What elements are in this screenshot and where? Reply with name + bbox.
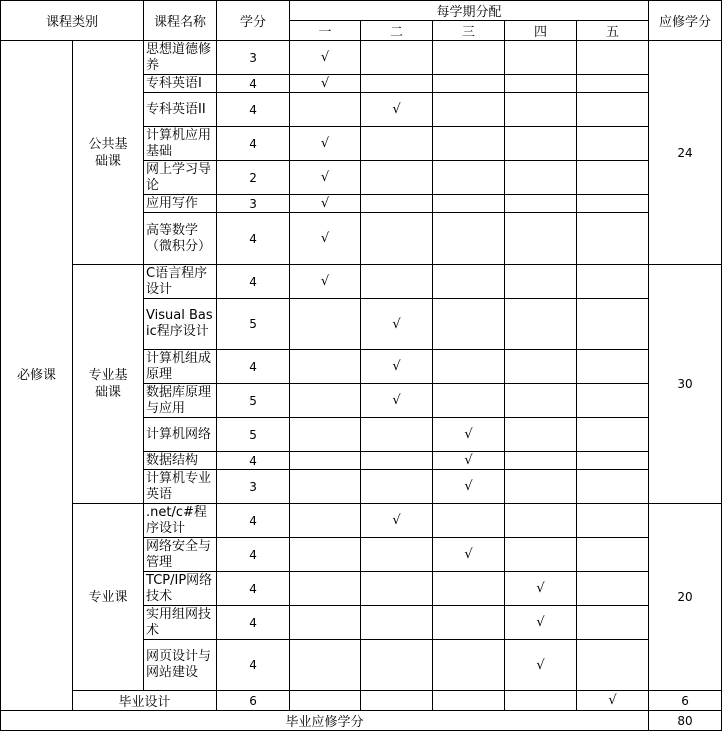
course-credits-cell: 4 — [217, 93, 290, 127]
semester-cell — [577, 470, 649, 504]
check-mark: √ — [361, 504, 433, 538]
course-credits-cell: 4 — [217, 606, 290, 640]
semester-cell — [505, 470, 577, 504]
semester-cell — [361, 127, 433, 161]
semester-cell — [505, 384, 577, 418]
header-semester-2: 二 — [361, 21, 433, 41]
semester-cell — [577, 538, 649, 572]
check-mark: √ — [290, 75, 361, 93]
check-mark: √ — [361, 384, 433, 418]
semester-cell — [505, 127, 577, 161]
header-row — [1, 1, 722, 21]
header-semester-4: 四 — [505, 21, 577, 41]
semester-cell — [433, 640, 505, 691]
course-credits-cell: 4 — [217, 452, 290, 470]
header-course-name: 课程名称 — [144, 1, 217, 41]
course-name-cell: TCP/IP网络技术 — [144, 572, 217, 606]
semester-cell — [290, 640, 361, 691]
semester-cell — [577, 213, 649, 265]
header-semester-1: 一 — [290, 21, 361, 41]
check-mark: √ — [433, 418, 505, 452]
semester-cell — [361, 213, 433, 265]
semester-cell — [577, 384, 649, 418]
semester-cell — [433, 213, 505, 265]
semester-cell — [577, 572, 649, 606]
semester-cell — [433, 299, 505, 350]
course-credits-cell: 4 — [217, 75, 290, 93]
semester-cell — [433, 572, 505, 606]
semester-cell — [505, 195, 577, 213]
course-name-cell: Visual Basic程序设计 — [144, 299, 217, 350]
course-name-cell: 网页设计与网站建设 — [144, 640, 217, 691]
group-subtotal-cell: 24 — [649, 41, 722, 265]
semester-cell — [577, 161, 649, 195]
semester-cell — [577, 127, 649, 161]
check-mark: √ — [290, 265, 361, 299]
course-name-cell: 专科英语I — [144, 75, 217, 93]
course-name-cell: 数据库原理与应用 — [144, 384, 217, 418]
semester-cell — [505, 299, 577, 350]
check-mark: √ — [433, 538, 505, 572]
group-subtotal-cell: 30 — [649, 265, 722, 504]
semester-cell — [361, 538, 433, 572]
semester-cell — [433, 41, 505, 75]
course-credits-cell: 4 — [217, 213, 290, 265]
course-name-cell: 网络安全与管理 — [144, 538, 217, 572]
check-mark: √ — [505, 572, 577, 606]
required-category-cell: 必修课 — [1, 41, 73, 711]
semester-cell — [290, 350, 361, 384]
semester-cell — [361, 640, 433, 691]
course-credits-cell: 4 — [217, 640, 290, 691]
course-credits-cell: 4 — [217, 265, 290, 299]
course-credits-cell: 4 — [217, 127, 290, 161]
semester-cell — [361, 161, 433, 195]
semester-cell — [361, 452, 433, 470]
course-row — [1, 41, 722, 75]
check-mark: √ — [505, 640, 577, 691]
course-name-cell: 思想道德修养 — [144, 41, 217, 75]
graduation-required: 6 — [649, 691, 722, 711]
semester-cell — [577, 452, 649, 470]
total-row — [1, 711, 722, 731]
semester-cell — [505, 41, 577, 75]
semester-cell — [433, 350, 505, 384]
course-credits-cell: 2 — [217, 161, 290, 195]
check-mark: √ — [361, 350, 433, 384]
semester-cell — [577, 75, 649, 93]
header-semester-5: 五 — [577, 21, 649, 41]
semester-cell — [505, 75, 577, 93]
header-semester-3: 三 — [433, 21, 505, 41]
semester-cell — [361, 691, 433, 711]
semester-cell — [290, 538, 361, 572]
semester-cell — [290, 452, 361, 470]
course-credits-cell: 4 — [217, 572, 290, 606]
semester-cell — [361, 470, 433, 504]
check-mark: √ — [290, 195, 361, 213]
group-name-cell: 公共基础课 — [73, 41, 144, 265]
course-name-cell: 计算机网络 — [144, 418, 217, 452]
course-credits-cell: 4 — [217, 538, 290, 572]
course-credits-cell: 3 — [217, 195, 290, 213]
course-name-cell: 计算机专业英语 — [144, 470, 217, 504]
semester-cell — [577, 93, 649, 127]
check-mark: √ — [433, 452, 505, 470]
header-credits: 学分 — [217, 1, 290, 41]
semester-cell — [505, 452, 577, 470]
semester-cell — [433, 161, 505, 195]
semester-cell — [505, 350, 577, 384]
semester-cell — [433, 384, 505, 418]
check-mark: √ — [290, 161, 361, 195]
check-mark: √ — [361, 93, 433, 127]
course-credits-cell: 3 — [217, 41, 290, 75]
check-mark: √ — [290, 127, 361, 161]
semester-cell — [577, 41, 649, 75]
semester-cell — [361, 41, 433, 75]
semester-cell — [505, 418, 577, 452]
semester-cell — [577, 299, 649, 350]
total-value: 80 — [649, 711, 722, 731]
semester-cell — [433, 75, 505, 93]
group-name-cell: 专业课 — [73, 504, 144, 691]
semester-cell — [577, 265, 649, 299]
semester-cell — [577, 350, 649, 384]
semester-cell — [433, 93, 505, 127]
check-mark: √ — [290, 41, 361, 75]
course-credits-cell: 3 — [217, 470, 290, 504]
semester-cell — [290, 504, 361, 538]
semester-cell — [577, 606, 649, 640]
semester-cell — [577, 504, 649, 538]
semester-cell — [290, 691, 361, 711]
semester-cell — [290, 93, 361, 127]
semester-cell — [577, 195, 649, 213]
semester-cell — [433, 265, 505, 299]
semester-cell — [361, 572, 433, 606]
check-mark: √ — [505, 606, 577, 640]
graduation-label: 毕业设计 — [73, 691, 217, 711]
course-name-cell: .net/c#程序设计 — [144, 504, 217, 538]
course-row — [1, 504, 722, 538]
semester-cell — [433, 127, 505, 161]
semester-cell — [505, 93, 577, 127]
semester-cell — [433, 691, 505, 711]
course-credits-cell: 4 — [217, 350, 290, 384]
semester-cell — [505, 504, 577, 538]
course-name-cell: 高等数学（微积分） — [144, 213, 217, 265]
semester-cell — [577, 418, 649, 452]
semester-cell — [433, 606, 505, 640]
semester-cell — [361, 195, 433, 213]
group-name-cell: 专业基础课 — [73, 265, 144, 504]
semester-cell — [433, 195, 505, 213]
group-subtotal-cell: 20 — [649, 504, 722, 691]
course-name-cell: 实用组网技术 — [144, 606, 217, 640]
graduation-row — [1, 691, 722, 711]
course-credits-cell: 5 — [217, 384, 290, 418]
semester-cell — [290, 606, 361, 640]
semester-cell — [505, 161, 577, 195]
course-name-cell: 计算机应用基础 — [144, 127, 217, 161]
course-name-cell: 专科英语II — [144, 93, 217, 127]
header-semester-distribution: 每学期分配 — [290, 1, 649, 21]
course-name-cell: 应用写作 — [144, 195, 217, 213]
semester-cell — [290, 470, 361, 504]
semester-cell — [361, 606, 433, 640]
course-name-cell: C语言程序设计 — [144, 265, 217, 299]
course-name-cell: 数据结构 — [144, 452, 217, 470]
header-category: 课程类别 — [1, 1, 144, 41]
check-mark: √ — [433, 470, 505, 504]
semester-cell — [290, 299, 361, 350]
semester-cell — [505, 538, 577, 572]
course-name-cell: 网上学习导论 — [144, 161, 217, 195]
check-mark: √ — [290, 213, 361, 265]
graduation-credits: 6 — [217, 691, 290, 711]
semester-cell — [505, 213, 577, 265]
semester-cell — [361, 75, 433, 93]
total-label: 毕业应修学分 — [1, 711, 649, 731]
course-credits-cell: 5 — [217, 299, 290, 350]
semester-cell — [361, 418, 433, 452]
course-credits-cell: 4 — [217, 504, 290, 538]
semester-cell — [290, 418, 361, 452]
semester-cell — [577, 640, 649, 691]
header-required-credits: 应修学分 — [649, 1, 722, 41]
semester-cell — [290, 572, 361, 606]
check-mark: √ — [361, 299, 433, 350]
semester-cell — [505, 691, 577, 711]
course-credits-cell: 5 — [217, 418, 290, 452]
course-row — [1, 265, 722, 299]
semester-cell — [290, 384, 361, 418]
semester-cell — [505, 265, 577, 299]
course-name-cell: 计算机组成原理 — [144, 350, 217, 384]
semester-cell — [361, 265, 433, 299]
semester-cell — [433, 504, 505, 538]
check-mark: √ — [577, 691, 649, 711]
